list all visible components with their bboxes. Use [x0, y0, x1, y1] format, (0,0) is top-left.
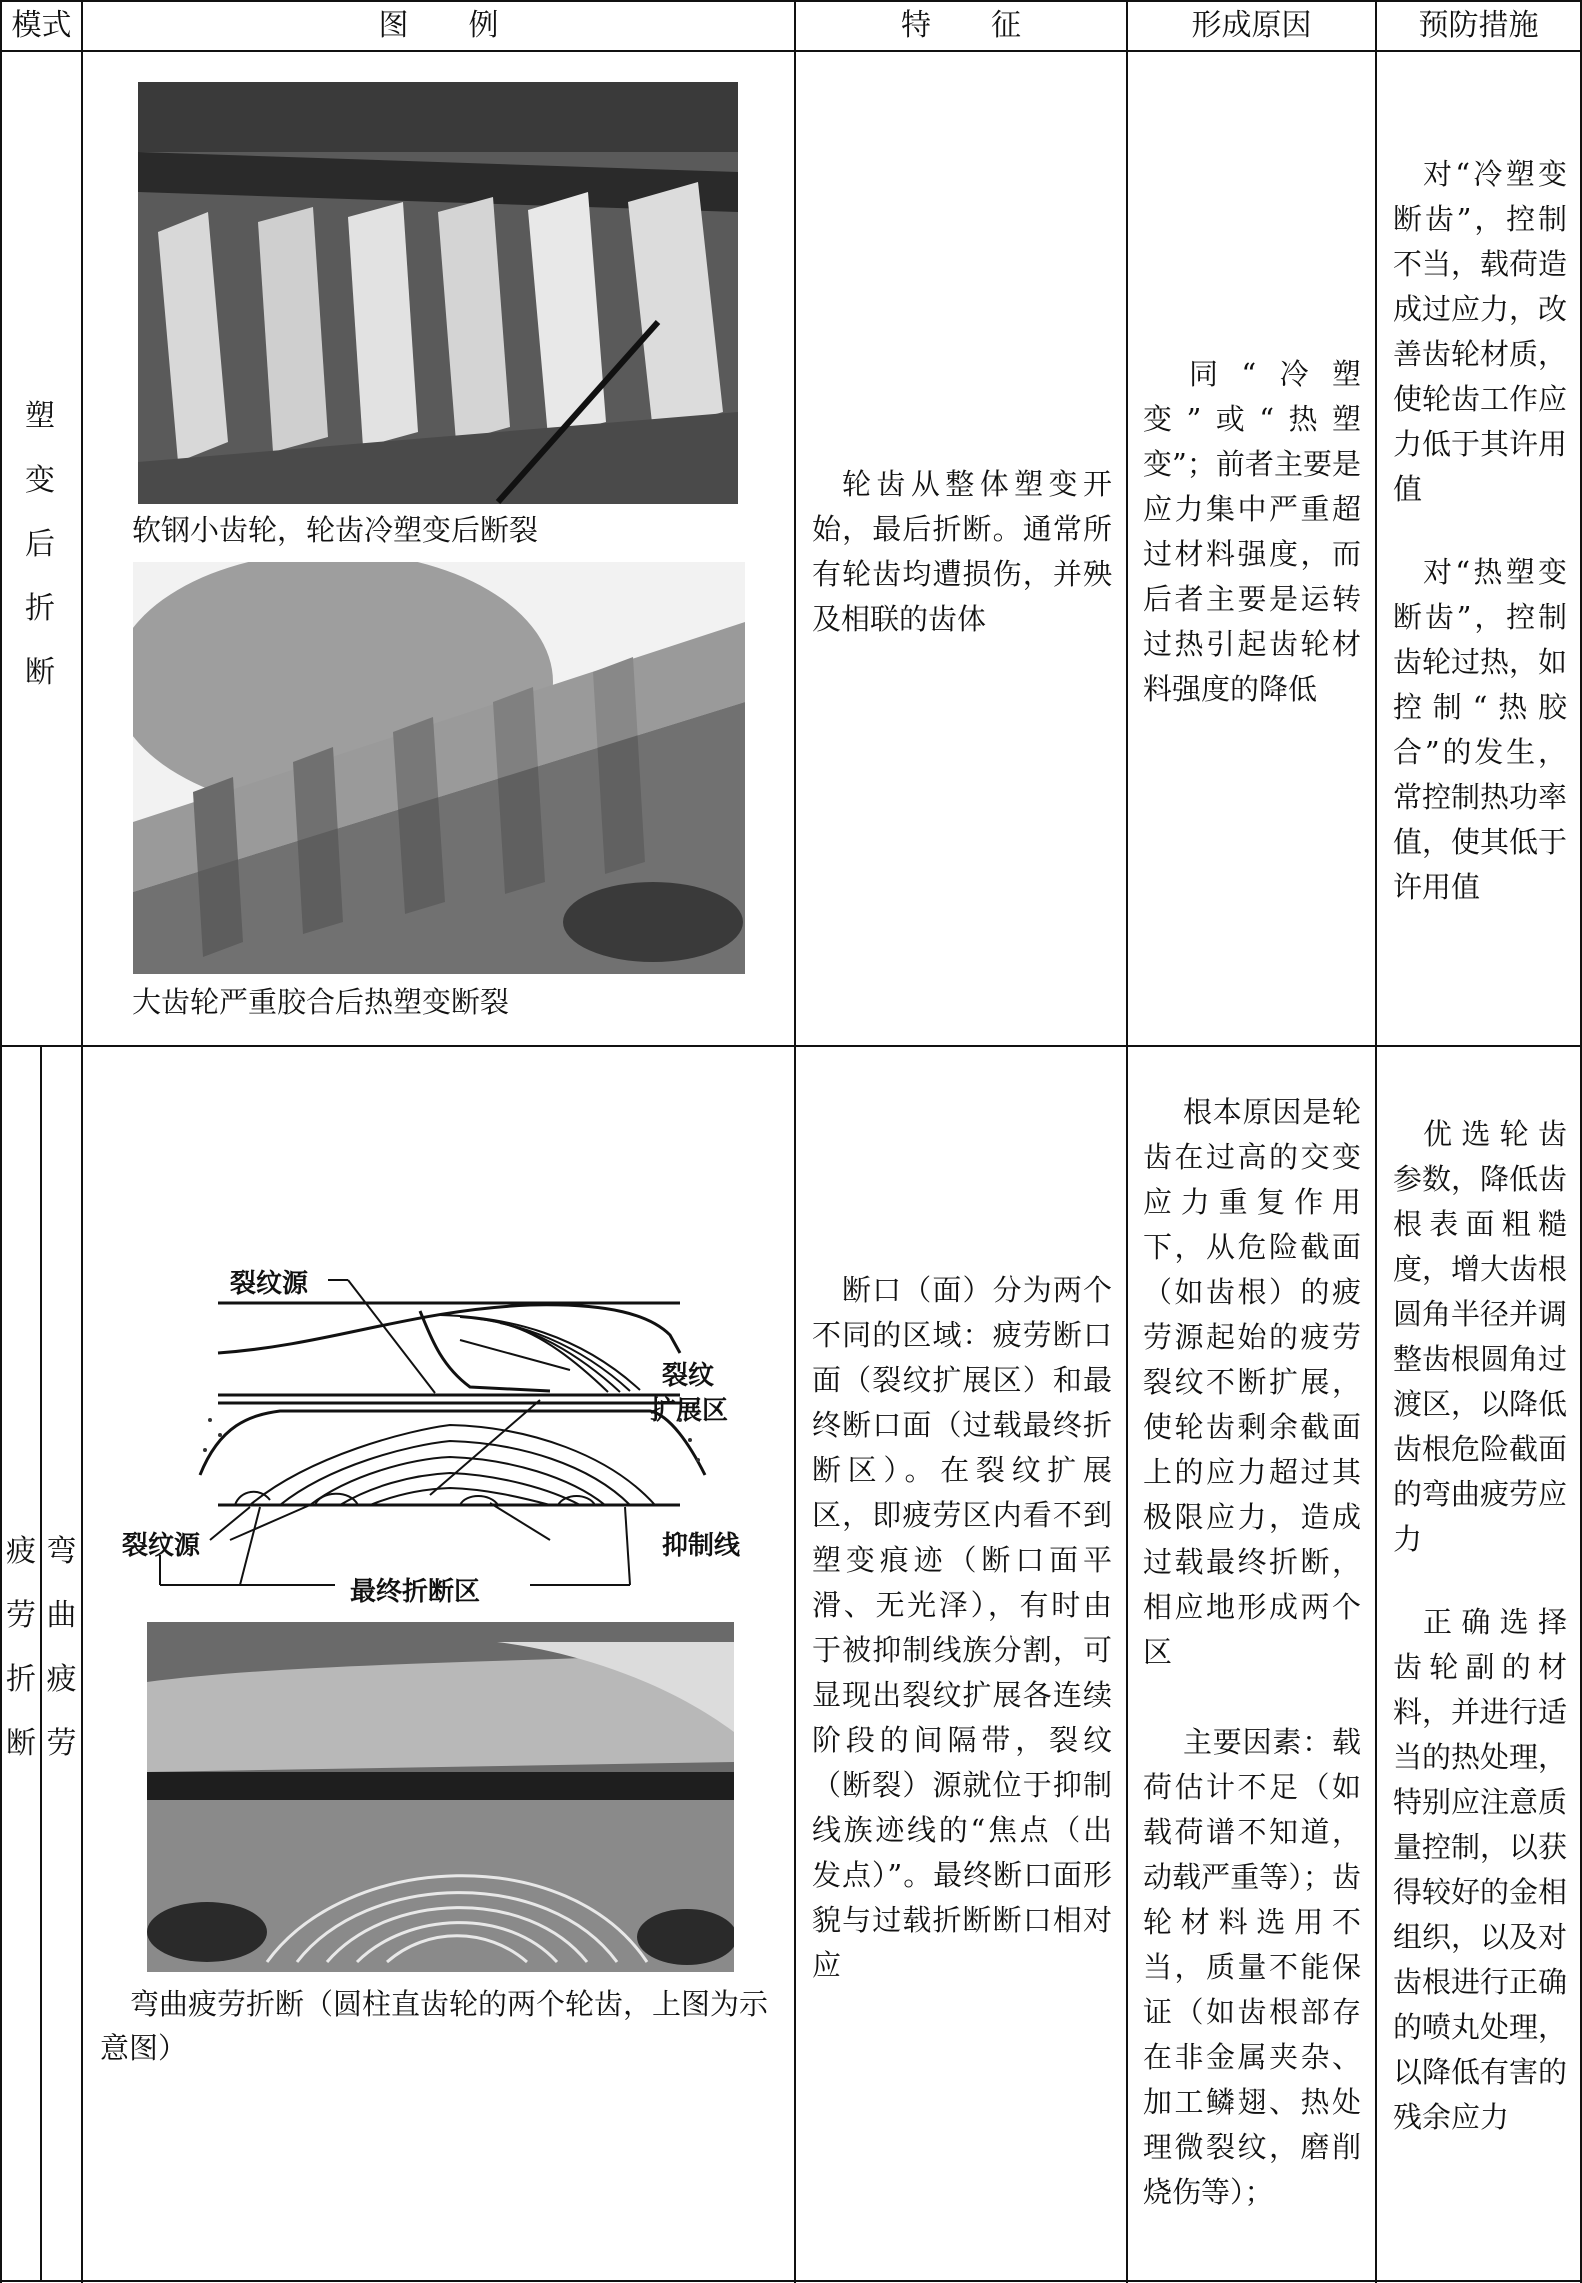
label-crack-source-top: 裂纹源 — [230, 1269, 309, 1299]
header-figure: 图 例 — [378, 8, 499, 43]
row1-prevention-2: 对“热塑变断齿”，控制齿轮过热，如控制“热胶合”的发生，常控制热功率值，使其低于许用值 — [1393, 555, 1568, 904]
row1-cause: 同“冷塑变”或“热塑变”；前者主要是应力集中严重超过材料强度，而后者主要是运转过热引起齿轮材料强度的降低 — [1143, 357, 1361, 706]
label-crack-source-left: 裂纹源 — [122, 1531, 201, 1561]
rule-mode — [81, 0, 83, 2283]
caption-large-gear: 大齿轮严重胶合后热塑变断裂 — [132, 985, 510, 1019]
rule-figure — [794, 0, 796, 2283]
rule-cause — [1375, 0, 1377, 2283]
photo-bending-fatigue — [147, 1622, 734, 1972]
header-mode: 模式 — [11, 8, 72, 43]
header-feature: 特 征 — [901, 8, 1021, 43]
photo-small-gear-cold-plastic — [138, 82, 738, 504]
label-arrest-line: 抑制线 — [662, 1531, 741, 1561]
label-crack-zone-1: 裂纹 — [662, 1361, 715, 1391]
photo-large-gear-hot-plastic — [133, 562, 745, 974]
row2-cause-2: 主要因素：载荷估计不足（如载荷谱不知道，动载严重等）；齿轮材料选用不当，质量不能保证（如齿根部存在非金属夹杂、加工鳞翅、热处理微裂纹，磨削烧伤等）； — [1143, 1725, 1361, 2209]
label-crack-zone-2: 扩展区 — [650, 1396, 729, 1426]
caption-small-gear: 软钢小齿轮，轮齿冷塑变后断裂 — [132, 513, 539, 547]
caption-bending-fatigue: 弯曲疲劳折断（圆柱直齿轮的两个轮齿，上图为示意图） — [100, 1987, 769, 2065]
rule-row1 — [0, 1045, 1582, 1047]
rule-header — [0, 50, 1582, 52]
header-prevention: 预防措施 — [1418, 8, 1539, 43]
row2-feature: 断口（面）分为两个不同的区域：疲劳断口面（裂纹扩展区）和最终断口面（过载最终折断区）。在裂纹扩展区，即疲劳区内看不到塑变痕迹（断口面平滑、无光泽），有时由于被抑制线族分割，可显现出裂纹扩展各连续阶段的间隔带，裂纹（断裂）源就位于抑制线族迹线的“焦点（出发点）”。最终断口面形貌与过载折断断口相对应 — [812, 1273, 1112, 1982]
fatigue-schematic — [110, 1255, 770, 1625]
row2-prevention-1: 优选轮齿参数，降低齿根表面粗糙度，增大齿根圆角半径并调整齿根圆角过渡区，以降低齿根危险截面的弯曲疲劳应力 — [1393, 1117, 1568, 1556]
row1-prevention-1: 对“冷塑变断齿”，控制不当，载荷造成过应力，改善齿轮材质，使轮齿工作应力低于其许用值 — [1393, 157, 1568, 506]
row2-mode-outer: 疲劳折断 — [6, 1534, 36, 1761]
row1-feature: 轮齿从整体塑变开始，最后折断。通常所有轮齿均遭损伤，并殃及相联的齿体 — [812, 467, 1112, 636]
label-final-fracture: 最终折断区 — [350, 1577, 481, 1607]
row1-mode: 塑变后折断 — [25, 399, 55, 690]
rule-left — [0, 0, 2, 2283]
header-cause: 形成原因 — [1191, 8, 1312, 43]
row2-mode-inner: 弯曲疲劳 — [46, 1534, 77, 1761]
row2-cause-1: 根本原因是轮齿在过高的交变应力重复作用下，从危险截面（如齿根）的疲劳源起始的疲劳裂纹不断扩展，使轮齿剩余截面上的应力超过其极限应力，造成过载最终折断，相应地形成两个区 — [1143, 1095, 1361, 1669]
row2-prevention-2: 正确选择齿轮副的材料，并进行适当的热处理，特别应注意质量控制，以获得较好的金相组织，以及对齿根进行正确的喷丸处理，以降低有害的残余应力 — [1393, 1605, 1568, 2134]
rule-bottom — [0, 2280, 1582, 2282]
rule-feature — [1126, 0, 1128, 2283]
